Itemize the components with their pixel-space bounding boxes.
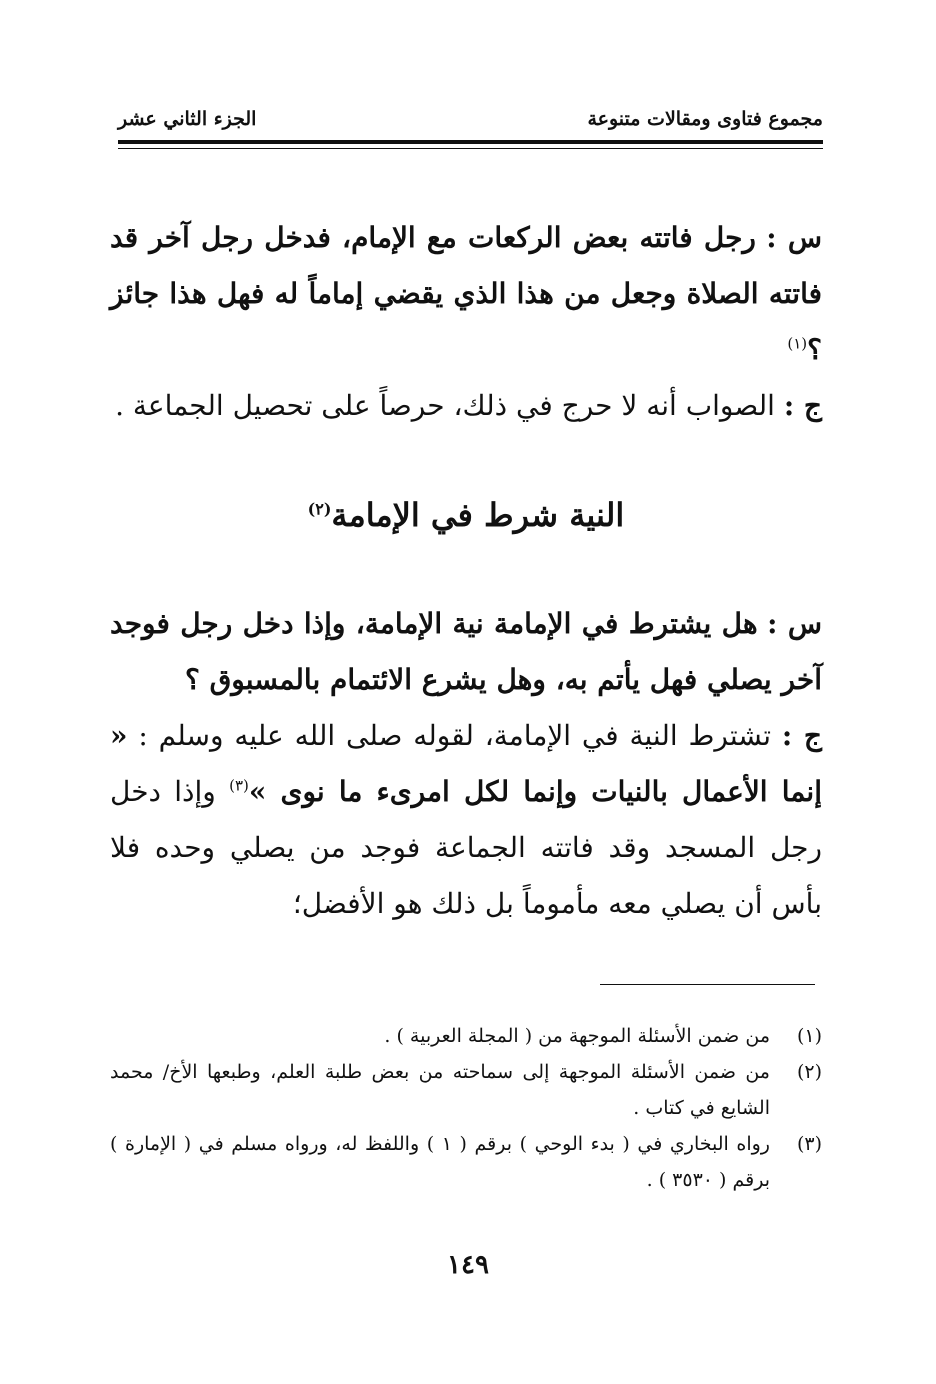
footnote-number: (٣) [796,1133,822,1155]
hadith-quote: « إنما الأعمال بالنيات وإنما لكل امرىء ما نوى » [110,719,822,808]
page-header [118,108,823,138]
answer-text-part-2: وإذا دخل رجل المسجد وقد فاتته الجماعة فوجد من يصلي وحده فلا بأس أن يصلي معه مأموماً بل ذلك هو الأفضل؛ [110,775,822,920]
page-number: ١٤٩ [447,1250,489,1280]
header-rule-thick [118,140,823,144]
answer-2 [110,708,822,932]
footnote-ref-1[interactable]: (١) [787,334,808,353]
answer-text-part-1: تشترط النية في الإمامة، لقوله صلى الله عليه وسلم : [138,719,772,752]
qa-block-1 [110,210,822,434]
footnote-text: رواه البخاري في ( بدء الوحي ) برقم ( ١ ) واللفظ له، ورواه مسلم في ( الإمارة ) برقم ( ٣٥٣٠ ) . [110,1133,770,1191]
answer-1 [110,378,822,434]
footnote-number: (٢) [796,1061,822,1083]
question-marker: س : [767,607,822,640]
question-2 [110,596,822,708]
volume-label: الجزء الثاني عشر [118,108,257,130]
answer-text: الصواب أنه لا حرج في ذلك، حرصاً على تحصيل الجماعة . [115,389,775,422]
footnotes [110,1018,822,1198]
footnote-text: من ضمن الأسئلة الموجهة من ( المجلة العربية ) . [384,1025,770,1047]
footnote-3 [110,1126,822,1198]
book-title: مجموع فتاوى ومقالات متنوعة [587,108,823,130]
footnote-ref-2[interactable]: (٢) [307,499,332,519]
section-title-text: النية شرط في الإمامة [331,496,625,534]
footnote-2 [110,1054,822,1126]
section-title [110,496,822,534]
qa-block-2 [110,596,822,932]
question-1 [110,210,822,378]
footnote-1 [110,1018,822,1054]
footnote-separator [600,984,815,985]
footnote-ref-3[interactable]: (٣) [229,776,249,795]
answer-marker: ج : [781,719,823,752]
footnote-number: (١) [796,1025,822,1047]
question-marker: س : [766,221,822,254]
answer-marker: ج : [783,389,822,422]
footnote-text: من ضمن الأسئلة الموجهة إلى سماحته من بعض طلبة العلم، وطبعها الأخ/ محمد الشايع في كتاب . [110,1061,770,1119]
header-rule-thin [118,148,823,149]
question-text: رجل فاتته بعض الركعات مع الإمام، فدخل رجل آخر قد فاتته الصلاة وجعل من هذا الذي يقضي إماماً له فهل هذا جائز ؟ [110,221,822,366]
question-text: هل يشترط في الإمامة نية الإمامة، وإذا دخل رجل فوجد آخر يصلي فهل يأتم به، وهل يشرع الائتمام بالمسبوق ؟ [110,607,822,696]
